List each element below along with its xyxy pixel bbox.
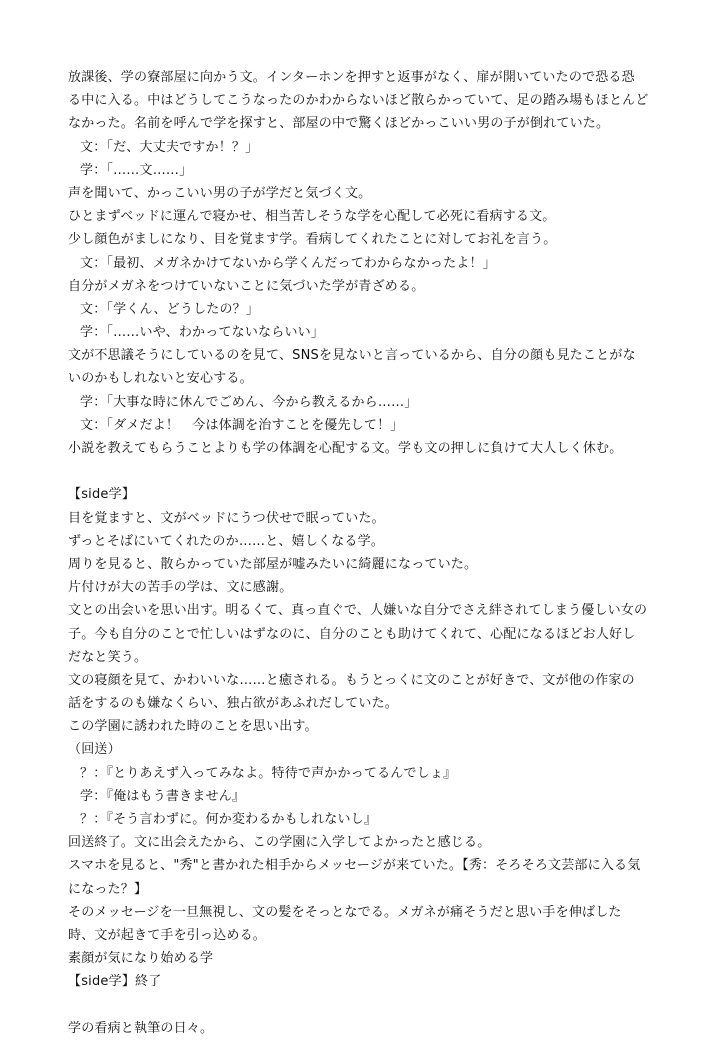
text-line: 学の看病と執筆の日々。 — [68, 1020, 214, 1036]
text-line: になった？】 — [68, 881, 148, 897]
dialogue-line: ？：『そう言わずに。何か変わるかもしれないし』 — [80, 812, 378, 827]
dialogue-line: 文：「最初、メガネかけてないから学くんだってわからなかったよ！」 — [80, 255, 496, 271]
text-line: 話をするのも嫌なくらい、独占欲があふれだしていた。 — [68, 696, 399, 712]
text-line: 【side学】終了 — [68, 974, 162, 990]
text-line: 目を覚ますと、文がベッドにうつ伏せで眠っていた。 — [68, 510, 385, 526]
text-line: 時、文が起きて手を引っ込める。 — [68, 927, 267, 943]
text-line: 文が不思議そうにしているのを見て、SNSを見ないと言っているから、自分の顔も見たことがな — [68, 348, 636, 364]
dialogue-line: 学：「大事な時に休んでごめん、今から教えるから……」 — [80, 394, 418, 410]
text-line: ずっとそばにいてくれたのか……と、嬉しくなる学。 — [68, 533, 385, 549]
dialogue-line: 文：「ダメだよ！ 今は体調を治すことを優先して！」 — [80, 417, 404, 433]
text-line: なかった。名前を呼んで学を探すと、部屋の中で驚くほどかっこいい男の子が倒れていた。 — [68, 116, 610, 132]
dialogue-line: 学：「……文……」 — [80, 162, 193, 178]
dialogue-line: 学：『俺はもう書きません』 — [80, 788, 246, 804]
text-line: 子。今も自分のことで忙しいはずなのに、自分のことも助けてくれて、心配になるほどお人好し — [68, 626, 636, 642]
text-line: 周りを見ると、散らかっていた部屋が嘘みたいに綺麗になっていた。 — [68, 556, 478, 572]
text-line: 文の寝顔を見て、かわいいな……と癒される。もうとっくに文のことが好きで、文が他の作家の — [68, 672, 635, 688]
text-line: この学園に誘われた時のことを思い出す。 — [68, 719, 318, 735]
blank-line — [68, 460, 668, 483]
text-line: 放課後、学の寮部屋に向かう文。インターホンを押すと返事がなく、扉が開いていたので恐る恐 — [68, 70, 635, 85]
text-line: 片付けが大の苦手の学は、文に感謝。 — [68, 580, 293, 596]
document-body — [68, 66, 668, 1040]
text-line: 少し顔色がましになり、目を覚ます学。看病してくれたことに対してお礼を言う。 — [68, 232, 557, 248]
dialogue-line: 学：「……いや、わかってないならいい」 — [80, 325, 325, 341]
text-line: ひとまずベッドに運んで寝かせ、相当苦しそうな学を心配して必死に看病する文。 — [68, 209, 556, 225]
text-line: 素顔が気になり始める学 — [68, 951, 214, 967]
text-line: 自分がメガネをつけていないことに気づいた学が青ざめる。 — [68, 278, 425, 294]
text-line: スマホを見ると、"秀"と書かれた相手からメッセージが来ていた。【秀：そろそろ文芸部に入る気 — [68, 858, 641, 874]
text-line: いのかもしれないと安心する。 — [68, 371, 253, 387]
text-line: だなと笑う。 — [68, 649, 148, 665]
text-line: 小説を教えてもらうことよりも学の体調を心配する文。学も文の押しに負けて大人しく休む。 — [68, 441, 623, 456]
dialogue-line: 文：「学くん、どうしたの？」 — [80, 301, 260, 317]
text-line: 文との出会いを思い出す。明るくて、真っ直ぐで、人嫌いな自分でさえ絆されてしまう優しい女の — [68, 603, 648, 619]
text-line: 【side学】 — [68, 487, 136, 503]
dialogue-line: 文：「だ、大丈夫ですか！？」 — [80, 139, 259, 155]
text-line: 回送終了。文に出会えたから、この学園に入学してよかったと感じる。 — [68, 835, 491, 851]
text-line: 声を聞いて、かっこいい男の子が学だと気づく文。 — [68, 185, 372, 201]
dialogue-line: ？：『とりあえず入ってみなよ。特待で声かかってるんでしょ』 — [80, 765, 457, 781]
blank-line — [68, 994, 668, 1017]
text-line: そのメッセージを一旦無視し、文の髪をそっとなでる。メガネが痛そうだと思い手を伸ばした — [68, 904, 622, 920]
text-line: （回送） — [68, 742, 121, 758]
text-line: る中に入る。中はどうしてこうなったのかわからないほど散らかっていて、足の踏み場もほとんど — [68, 93, 649, 109]
